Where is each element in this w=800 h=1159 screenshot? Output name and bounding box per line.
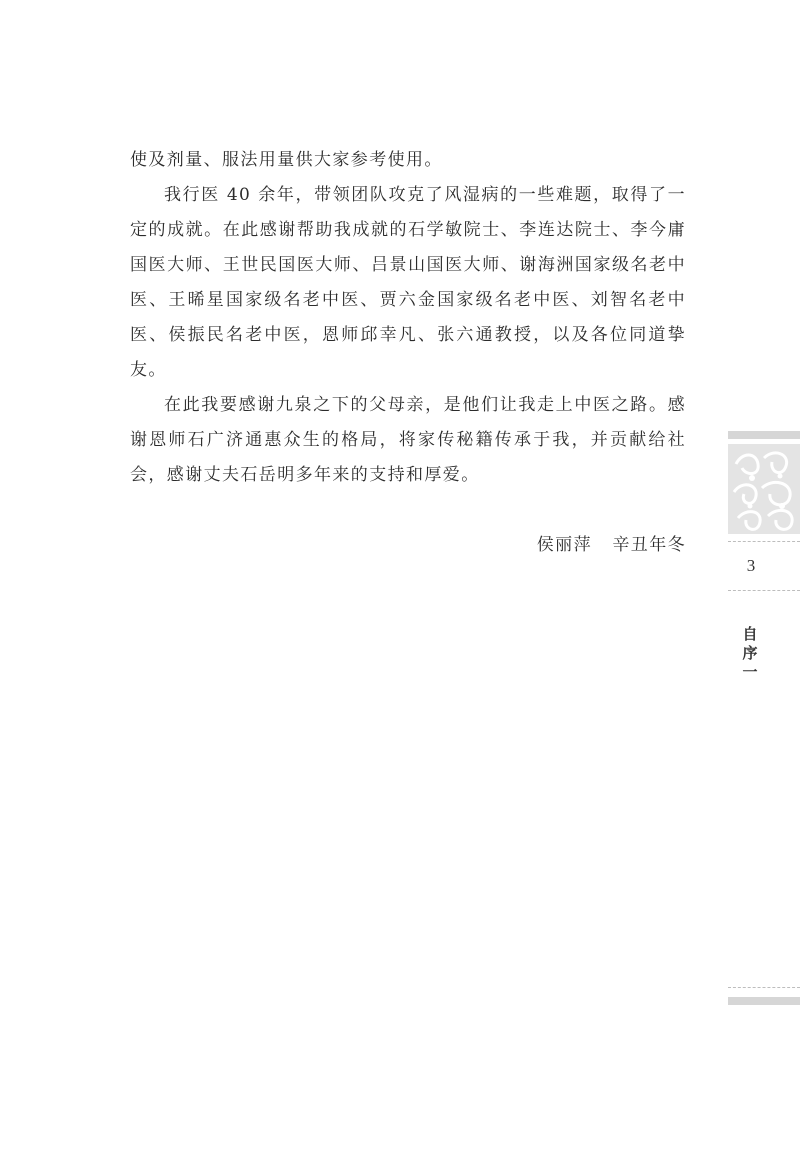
- side-bottom-stripe: [728, 997, 800, 1005]
- signature: [537, 530, 686, 555]
- signature-date: 辛丑年冬: [612, 535, 686, 555]
- side-rule-bottom: [728, 987, 800, 988]
- running-head-char: 序: [742, 644, 758, 662]
- side-rule-middle: [728, 590, 800, 591]
- paragraph-2: 我行医 40 余年，带领团队攻克了风湿病的一些难题，取得了一定的成就。在此感谢帮助我成就的石学敏院士、李连达院士、李今庸国医大师、王世民国医大师、吕景山国医大师、谢海洲国家级名老中医、王晞星国家级名老中医、贾六金国家级名老中医、刘智名老中医、侯振民名老中医，恩师邱幸凡、张六通教授，以及各位同道挚友。: [130, 185, 686, 380]
- side-rule-top: [728, 541, 800, 542]
- page-number: 3: [746, 556, 756, 575]
- running-head: [740, 625, 760, 682]
- signature-author: 侯丽萍: [536, 535, 592, 555]
- body-text: [130, 143, 686, 493]
- side-top-stripe: [728, 431, 800, 439]
- running-head-char: 自: [742, 625, 758, 643]
- paragraph-3: 在此我要感谢九泉之下的父母亲，是他们让我走上中医之路。感谢恩师石广济通惠众生的格局，将家传秘籍传承于我，并贡献给社会，感谢丈夫石岳明多年来的支持和厚爱。: [130, 395, 686, 485]
- paragraph-1: 使及剂量、服法用量供大家参考使用。: [130, 150, 443, 170]
- cloud-pattern-icon: [728, 444, 800, 534]
- running-head-char: 一: [742, 663, 758, 681]
